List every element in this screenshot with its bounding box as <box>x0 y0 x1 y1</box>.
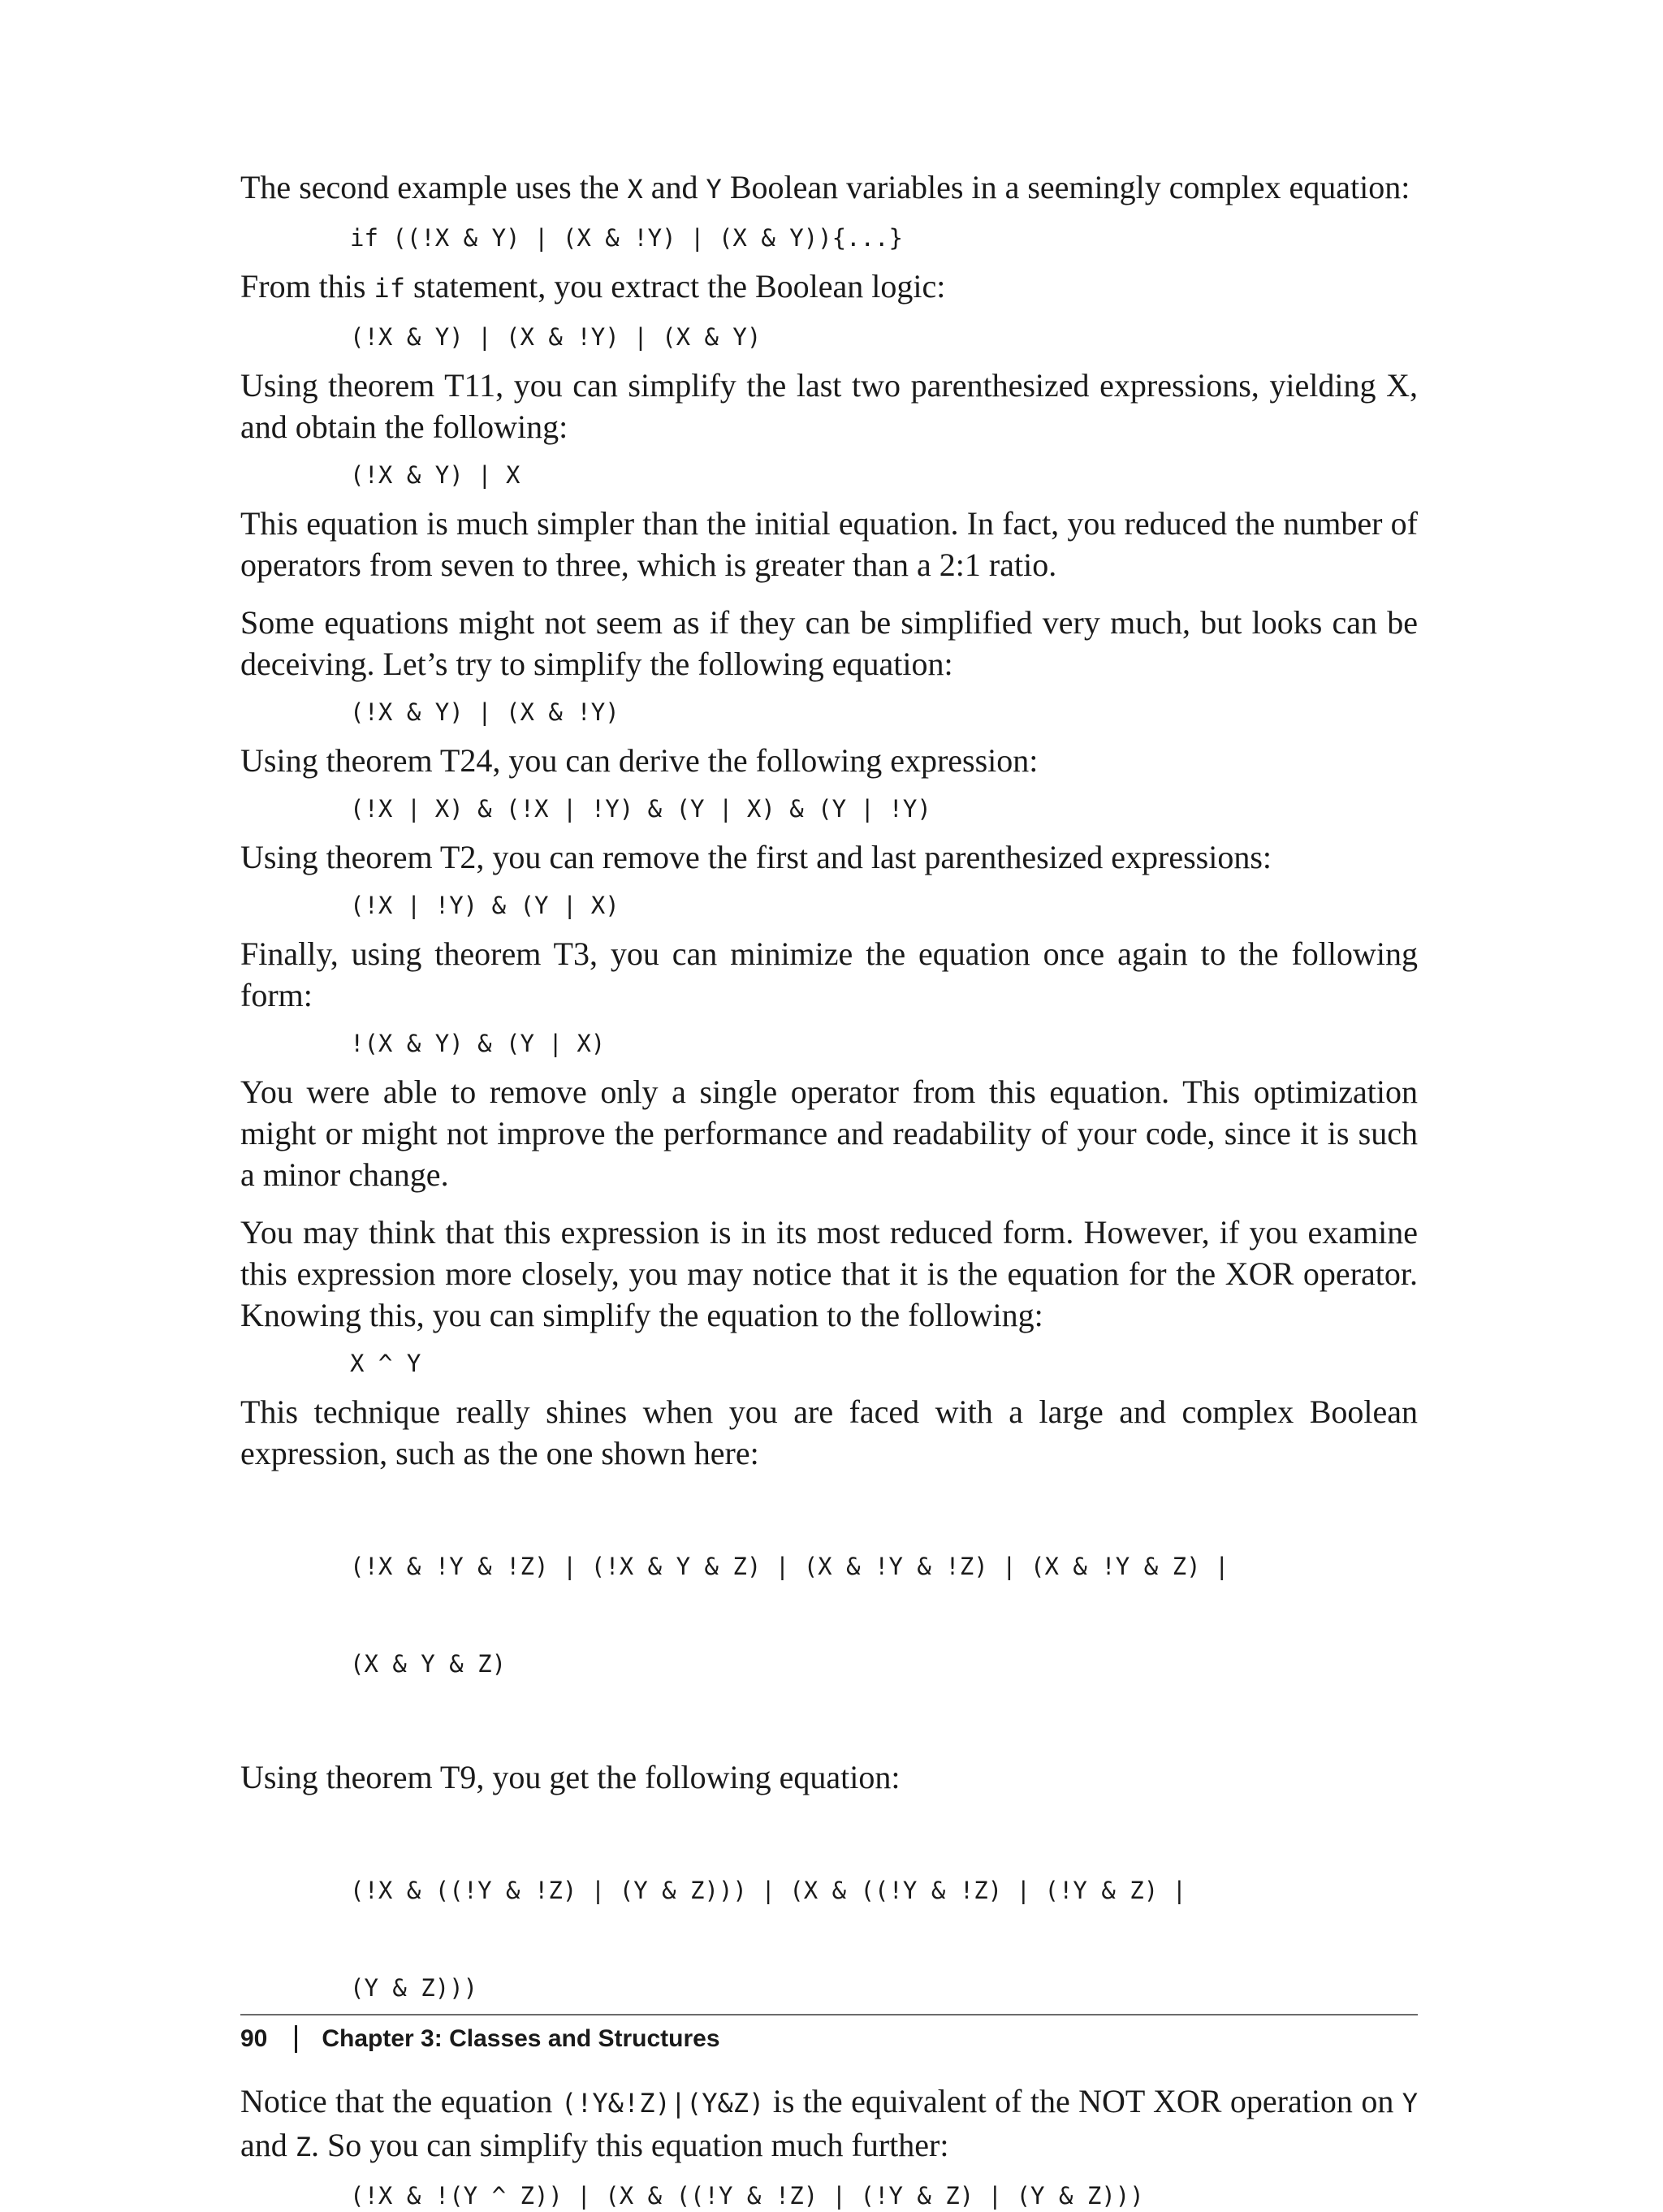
inline-code-y: Y <box>1402 2088 1419 2119</box>
paragraph-xor-operator: You may think that this expression is in its most reduced form. However, if you examine this expression more closely, you may notice that it is the equation for the XOR operator. Knowing this, you can simplify the equation to the following: <box>240 1214 1418 1333</box>
code-line: (!X & !Y & !Z) | (!X & Y & Z) | (X & !Y & !Z) | (X & !Y & Z) | <box>350 1553 1229 1580</box>
paragraph-intro: The second example uses the X and Y Boolean variables in a seemingly complex equation: <box>240 169 1410 205</box>
paragraph-deceiving: Some equations might not seem as if they can be simplified very much, but looks can be deceiving. Let’s try to simplify the following equation: <box>240 604 1418 682</box>
inline-code-if: if <box>374 273 406 304</box>
chapter-title: Chapter 3: Classes and Structures <box>322 2025 720 2052</box>
paragraph-not-xor: Notice that the equation (!Y&!Z)|(Y&Z) is the equivalent of the NOT XOR operation on Y and Z. So you can simplify this equation much further: <box>240 2083 1419 2163</box>
paragraph-theorem-t24: Using theorem T24, you can derive the following expression: <box>240 742 1039 779</box>
code-line: (Y & Z))) <box>350 1974 478 2002</box>
inline-code-not-xor: (!Y&!Z)|(Y&Z) <box>560 2088 765 2119</box>
paragraph-theorem-t9: Using theorem T9, you get the following equation: <box>240 1759 901 1795</box>
footer-separator <box>295 2025 297 2053</box>
code-equation-xor-form: (!X & Y) | (X & !Y) <box>350 698 620 726</box>
code-simplified-t11: (!X & Y) | X <box>350 461 520 489</box>
page-body <box>240 166 1418 2212</box>
code-if-statement: if ((!X & Y) | (X & !Y) | (X & Y)){...} <box>350 224 903 252</box>
code-minimized-t3: !(X & Y) & (Y | X) <box>350 1030 606 1057</box>
paragraph-technique-shines: This technique really shines when you are faced with a large and complex Boolean expression, such as the one shown here: <box>240 1393 1418 1471</box>
paragraph-theorem-t2: Using theorem T2, you can remove the first and last parenthesized expressions: <box>240 839 1272 875</box>
code-line: (!X & ((!Y & !Z) | (Y & Z))) | (X & ((!Y & !Z) | (!Y & Z) | <box>350 1877 1187 1904</box>
page-number: 90 <box>240 2025 268 2052</box>
code-complex-expression <box>240 1485 1418 1745</box>
code-boolean-logic: (!X & Y) | (X & !Y) | (X & Y) <box>350 323 762 351</box>
inline-code-y: Y <box>706 174 722 205</box>
code-line: (X & Y & Z) <box>350 1650 507 1678</box>
paragraph-extract: From this if statement, you extract the Boolean logic: <box>240 268 946 305</box>
code-reduced-t2: (!X | !Y) & (Y | X) <box>350 892 620 919</box>
inline-code-x: X <box>627 174 643 205</box>
paragraph-theorem-t3: Finally, using theorem T3, you can minimize the equation once again to the following form: <box>240 935 1418 1013</box>
code-final-simplified: (!X & !(Y ^ Z)) | (X & ((!Y & !Z) | (!Y & Z) | (Y & Z))) <box>350 2182 1144 2210</box>
footer-rule <box>240 2014 1418 2015</box>
code-derived-t24: (!X | X) & (!X | !Y) & (Y | X) & (Y | !Y) <box>350 795 931 823</box>
paragraph-simpler: This equation is much simpler than the initial equation. In fact, you reduced the number of operators from seven to three, which is greater than a 2:1 ratio. <box>240 505 1418 583</box>
code-xor: X ^ Y <box>350 1350 421 1377</box>
inline-code-z: Z <box>295 2132 312 2162</box>
paragraph-theorem-t11: Using theorem T11, you can simplify the last two parenthesized expressions, yielding X, and obtain the following: <box>240 367 1418 445</box>
paragraph-single-operator: You were able to remove only a single operator from this equation. This optimization might or might not improve the performance and readability of your code, since it is such a minor change. <box>240 1074 1418 1193</box>
page-footer <box>240 2025 720 2053</box>
